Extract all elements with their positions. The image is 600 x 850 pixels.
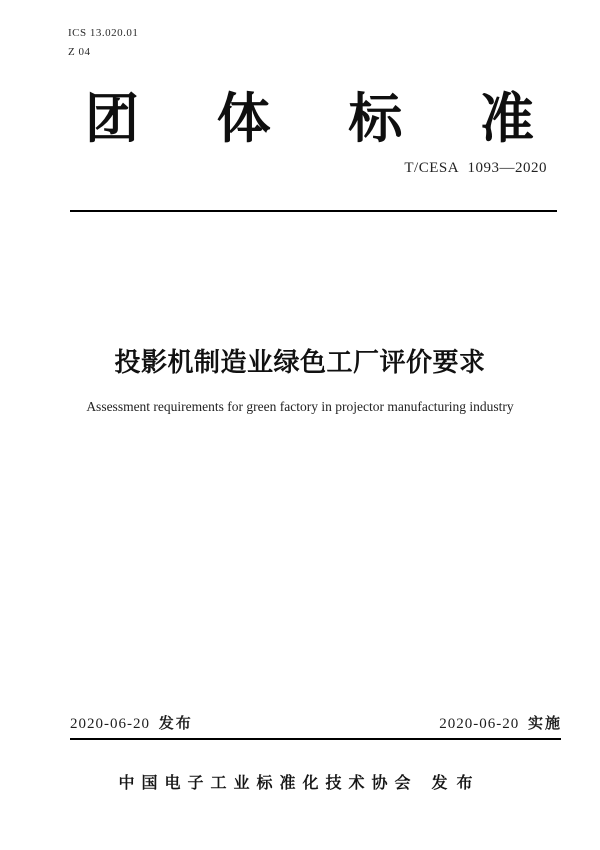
header-divider-rule: [70, 210, 557, 212]
publisher-action: 发布: [431, 775, 482, 792]
ics-code: ICS 13.020.01: [68, 27, 139, 39]
doc-type-char: 准: [479, 89, 534, 149]
doc-type-char: 体: [216, 89, 271, 149]
ics-classification-block: [68, 24, 138, 62]
document-title-zh: 投影机制造业绿色工厂评价要求: [114, 347, 486, 377]
implementation-date-label: 实施: [527, 715, 562, 732]
implementation-date-value: 2020-06-20: [439, 716, 520, 732]
publisher-line: [0, 770, 600, 793]
footer-divider-rule: [70, 738, 561, 740]
issue-date-label: 发布: [158, 715, 193, 732]
issue-date-value: 2020-06-20: [70, 716, 150, 732]
doc-type-char: 团: [85, 89, 139, 149]
implementation-date: [439, 712, 562, 733]
date-row: [70, 712, 562, 733]
publisher-organization: 中国电子工业标准化技术协会: [118, 775, 418, 792]
ics-class-code: Z 04: [68, 46, 91, 58]
document-title-en: Assessment requirements for green factory in projector manufacturing industry: [86, 399, 514, 414]
standard-number: T/CESA 1093—2020: [404, 160, 547, 176]
doc-type-char: 标: [348, 89, 403, 149]
document-type-title: [85, 90, 534, 148]
issue-date: [70, 712, 193, 733]
